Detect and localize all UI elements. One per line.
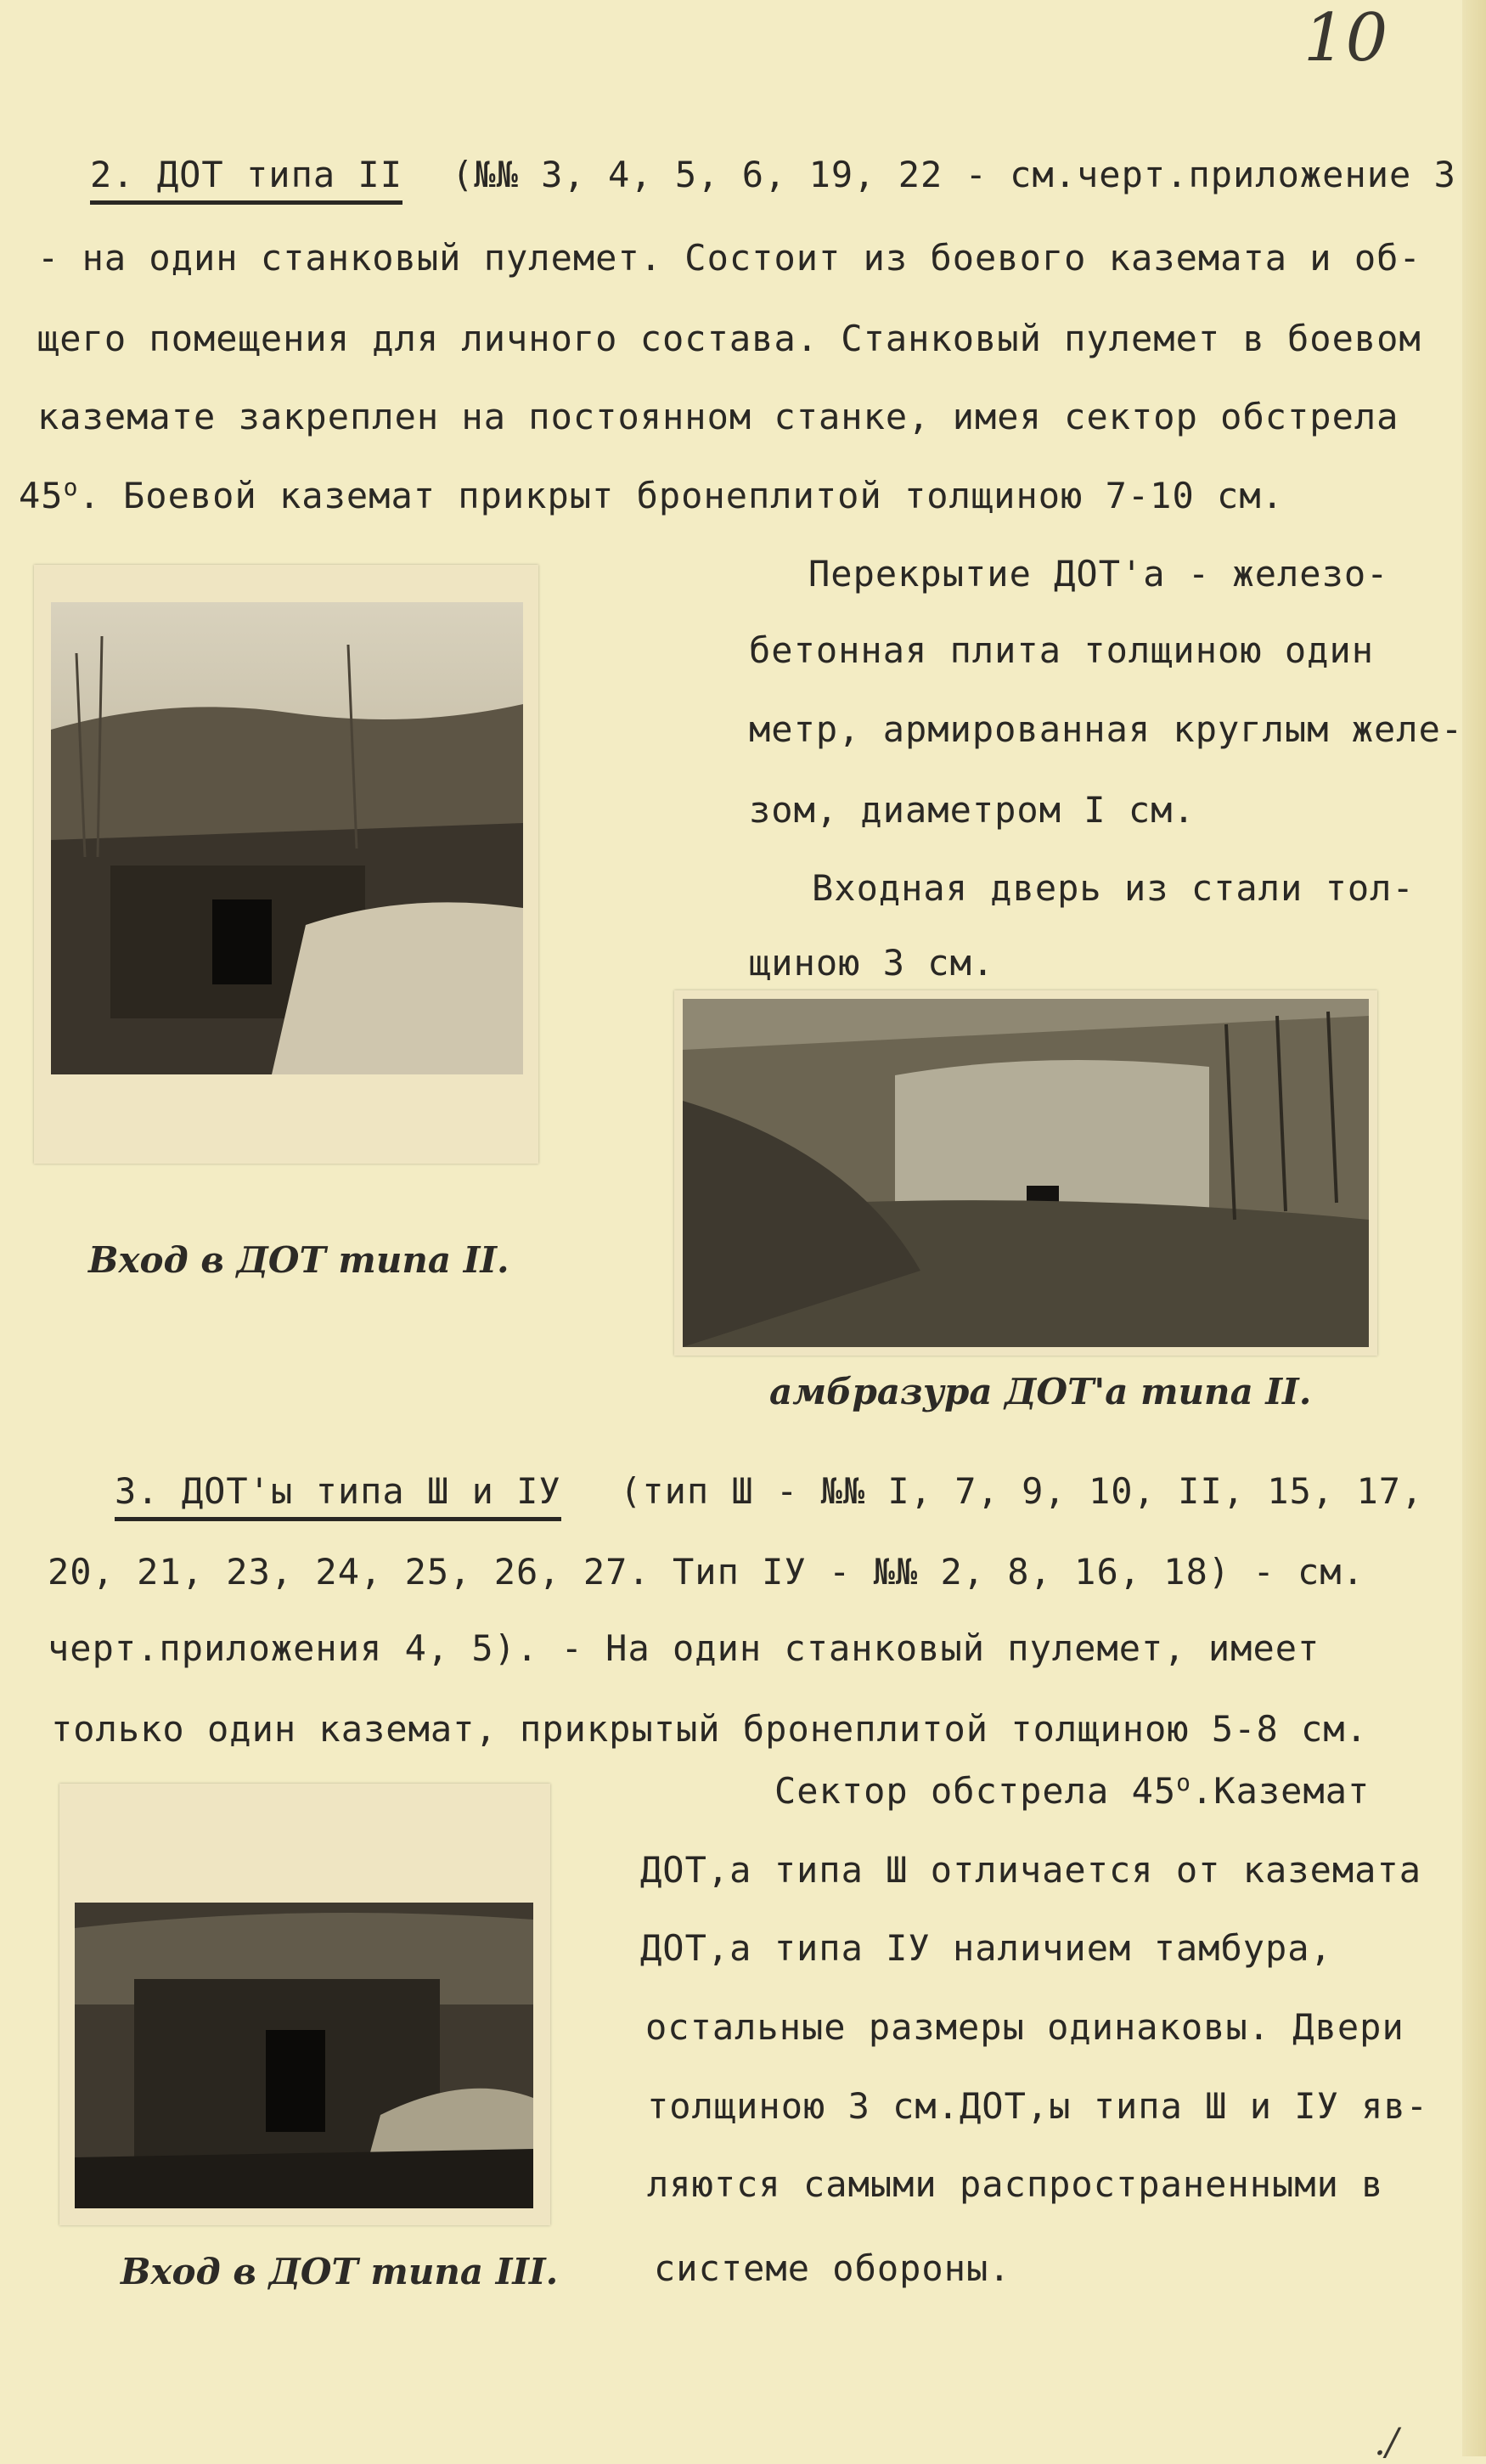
photo-entry-type-2 [34,565,538,1164]
photo-embrasure-type-2 [674,990,1377,1356]
section2-line-3: щего помещения для личного состава. Станковый пулемет в боевом [37,318,1421,359]
section3-right-line-5: толщиною 3 см.ДОТ,ы типа Ш и IУ яв- [647,2085,1429,2127]
section3-line-3: черт.приложения 4, 5). - На один станковый пулемет, имеет [48,1627,1320,1669]
photo-entry-type-2-image [51,602,523,1074]
caption-entry-type-3: Вход в ДОТ типа III. [121,2251,559,2292]
section2-line-5: $45^о$. Боевой каземат прикрыт бронеплитой толщиною 7-10 см. [19,473,1284,516]
section3-right-line-3: ДОТ,а типа IУ наличием тамбура, [640,1927,1332,1969]
caption-entry-type-2: Вход в ДОТ типа II. [88,1239,509,1281]
section3-line-2: 20, 21, 23, 24, 25, 26, 27. Тип IУ - №№ 2, 8, 16, 18) - см. [48,1551,1365,1593]
page-number: 10 [1303,0,1388,76]
section3-line-1: (тип Ш - №№ I, 7, 9, 10, II, 15, 17, [620,1470,1424,1512]
page-edge [1462,0,1486,2456]
section3-right-line-2: ДОТ,а типа Ш отличается от каземата [640,1849,1422,1891]
corner-mark: ./ [1374,2421,1399,2464]
section3-right-line-4: остальные размеры одинаковы. Двери [645,2006,1404,2048]
section2-right-line-3: метр, армированная круглым желе- [749,708,1464,750]
section2-right-line-4: зом, диаметром I см. [749,789,1196,831]
section2-line-1: (№№ 3, 4, 5, 6, 19, 22 - см.черт.приложение 3 [452,154,1456,195]
photo-embrasure-type-2-image [683,999,1369,1347]
section2-right-line-6: щиною 3 см. [749,942,995,984]
section3-heading: 3. ДОТ'ы типа Ш и IУ [115,1474,561,1509]
section2-right-line-2: бетонная плита толщиною один [749,629,1375,671]
section2-right-line-1: Перекрытие ДОТ'а - железо- [808,553,1389,595]
photo-entry-type-3 [59,1784,550,2225]
section3-line-4: только один каземат, прикрытый бронеплитой толщиною 5-8 см. [51,1708,1368,1750]
section3-right-line-1: Сектор обстрела $45^о.Каземат$ [774,1768,1371,1812]
photo-entry-type-3-image [75,1903,533,2208]
section3-right-line-7: системе обороны. [654,2247,1011,2289]
section3-right-line-6: ляются самыми распространенными в [647,2163,1384,2205]
caption-embrasure-type-2: амбразура ДОТ'а типа II. [769,1371,1312,1412]
section2-heading: 2. ДОТ типа II [90,157,402,193]
section2-line-2: - на один станковый пулемет. Состоит из боевого каземата и об- [37,237,1421,279]
section2-right-line-5: Входная дверь из стали тол- [812,867,1415,909]
section2-line-4: каземате закреплен на постоянном станке, имея сектор обстрела [37,396,1399,437]
